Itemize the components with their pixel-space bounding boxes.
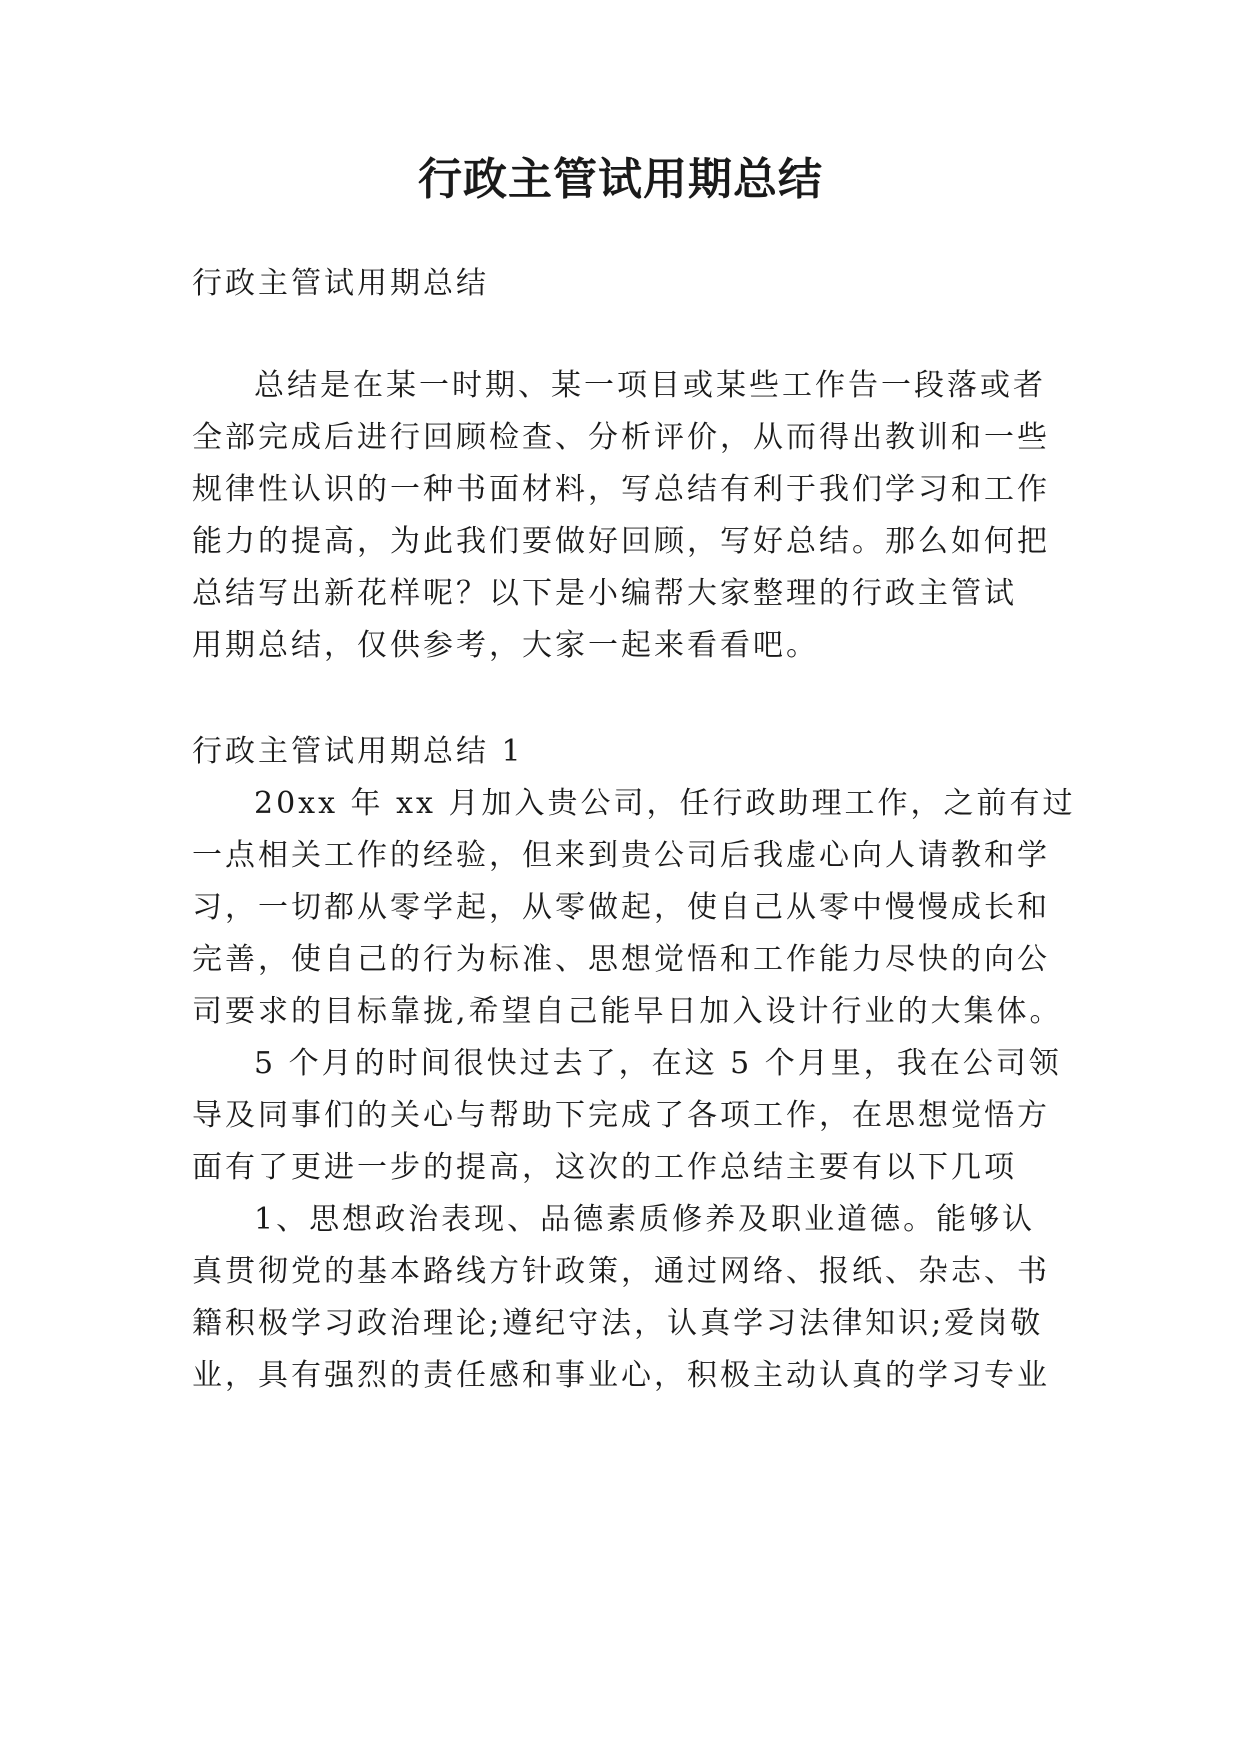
para2-line-3: 面有了更进一步的提高，这次的工作总结主要有以下几项: [192, 1150, 1017, 1185]
document-title: 行政主管试用期总结: [418, 154, 823, 205]
para1-line-1: 20xx 年 xx 月加入贵公司，任行政助理工作，之前有过: [254, 786, 1076, 821]
para3-line-2: 真贯彻党的基本路线方针政策，通过网络、报纸、杂志、书: [192, 1254, 1050, 1289]
para1-line-5: 司要求的目标靠拢,希望自己能早日加入设计行业的大集体。: [192, 994, 1063, 1029]
para3-line-1: 1、思想政治表现、品德素质修养及职业道德。能够认: [254, 1202, 1036, 1237]
para3-line-3: 籍积极学习政治理论;遵纪守法，认真学习法律知识;爱岗敬: [192, 1306, 1044, 1341]
intro-line-6: 用期总结，仅供参考，大家一起来看看吧。: [192, 628, 819, 663]
intro-line-5: 总结写出新花样呢？以下是小编帮大家整理的行政主管试: [192, 576, 1017, 611]
para1-line-3: 习，一切都从零学起，从零做起，使自己从零中慢慢成长和: [192, 890, 1050, 925]
para1-line-4: 完善，使自己的行为标准、思想觉悟和工作能力尽快的向公: [192, 942, 1050, 977]
document-subtitle: 行政主管试用期总结: [192, 266, 489, 301]
intro-line-2: 全部完成后进行回顾检查、分析评价，从而得出教训和一些: [192, 420, 1050, 455]
para1-line-2: 一点相关工作的经验，但来到贵公司后我虚心向人请教和学: [192, 838, 1050, 873]
intro-line-1: 总结是在某一时期、某一项目或某些工作告一段落或者: [254, 368, 1046, 403]
para2-line-1: 5 个月的时间很快过去了，在这 5 个月里，我在公司领: [254, 1046, 1062, 1081]
para3-line-4: 业，具有强烈的责任感和事业心，积极主动认真的学习专业: [192, 1358, 1050, 1393]
intro-line-3: 规律性认识的一种书面材料，写总结有利于我们学习和工作: [192, 472, 1050, 507]
para2-line-2: 导及同事们的关心与帮助下完成了各项工作，在思想觉悟方: [192, 1098, 1050, 1133]
section-heading: 行政主管试用期总结 1: [192, 734, 524, 769]
intro-line-4: 能力的提高，为此我们要做好回顾，写好总结。那么如何把: [192, 524, 1050, 559]
